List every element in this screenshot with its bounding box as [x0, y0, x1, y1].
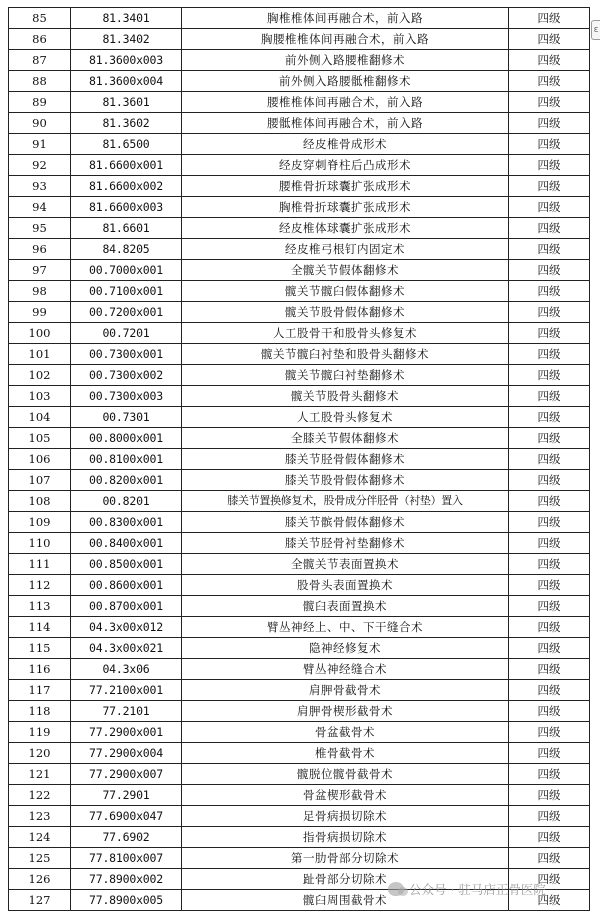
procedure-name-cell: 经皮穿刺脊柱后凸成形术: [182, 155, 509, 176]
procedure-name-cell: 髋臼表面置换术: [182, 596, 509, 617]
code-cell: 77.2101: [71, 701, 182, 722]
procedure-name-cell: 膝关节髌骨假体翻修术: [182, 512, 509, 533]
level-cell: 四级: [509, 218, 590, 239]
table-row: [9, 617, 590, 638]
row-number-cell: 123: [9, 806, 71, 827]
level-cell: 四级: [509, 554, 590, 575]
procedure-table: [8, 7, 590, 911]
level-cell: 四级: [509, 365, 590, 386]
code-cell: 04.3x06: [71, 659, 182, 680]
code-cell: 77.2900x004: [71, 743, 182, 764]
code-cell: 00.7300x001: [71, 344, 182, 365]
table-row: [9, 575, 590, 596]
procedure-name-cell: 骨盆楔形截骨术: [182, 785, 509, 806]
table-row: [9, 869, 590, 890]
code-cell: 00.7000x001: [71, 260, 182, 281]
row-number-cell: 108: [9, 491, 71, 512]
code-cell: 81.6600x001: [71, 155, 182, 176]
table-row: [9, 260, 590, 281]
code-cell: 00.8100x001: [71, 449, 182, 470]
level-cell: 四级: [509, 71, 590, 92]
row-number-cell: 96: [9, 239, 71, 260]
level-cell: 四级: [509, 197, 590, 218]
table-row: [9, 155, 590, 176]
row-number-cell: 94: [9, 197, 71, 218]
row-number-cell: 126: [9, 869, 71, 890]
table-row: [9, 281, 590, 302]
level-cell: 四级: [509, 428, 590, 449]
level-cell: 四级: [509, 113, 590, 134]
procedure-name-cell: 肩胛骨楔形截骨术: [182, 701, 509, 722]
row-number-cell: 99: [9, 302, 71, 323]
code-cell: 81.3401: [71, 8, 182, 29]
code-cell: 00.8400x001: [71, 533, 182, 554]
code-cell: 04.3x00x012: [71, 617, 182, 638]
procedure-name-cell: 髋臼周围截骨术: [182, 890, 509, 911]
row-number-cell: 107: [9, 470, 71, 491]
table-row: [9, 197, 590, 218]
row-number-cell: 125: [9, 848, 71, 869]
code-cell: 00.7100x001: [71, 281, 182, 302]
code-cell: 81.3601: [71, 92, 182, 113]
procedure-name-cell: 臂丛神经缝合术: [182, 659, 509, 680]
level-cell: 四级: [509, 491, 590, 512]
code-cell: 00.7300x002: [71, 365, 182, 386]
code-cell: 04.3x00x021: [71, 638, 182, 659]
procedure-name-cell: 髋关节股骨头翻修术: [182, 386, 509, 407]
level-cell: 四级: [509, 386, 590, 407]
code-cell: 00.8300x001: [71, 512, 182, 533]
procedure-name-cell: 全髋关节表面置换术: [182, 554, 509, 575]
code-cell: 81.3402: [71, 29, 182, 50]
code-cell: 81.6600x002: [71, 176, 182, 197]
level-cell: 四级: [509, 302, 590, 323]
procedure-name-cell: 经皮椎骨成形术: [182, 134, 509, 155]
code-cell: 77.8100x007: [71, 848, 182, 869]
procedure-name-cell: 胸椎骨折球囊扩张成形术: [182, 197, 509, 218]
procedure-name-cell: 隐神经修复术: [182, 638, 509, 659]
level-cell: 四级: [509, 869, 590, 890]
level-cell: 四级: [509, 680, 590, 701]
level-cell: 四级: [509, 470, 590, 491]
row-number-cell: 89: [9, 92, 71, 113]
table-row: [9, 449, 590, 470]
code-cell: 84.8205: [71, 239, 182, 260]
code-cell: 81.3600x003: [71, 50, 182, 71]
code-cell: 77.8900x002: [71, 869, 182, 890]
table-row: [9, 701, 590, 722]
procedure-name-cell: 全髋关节假体翻修术: [182, 260, 509, 281]
procedure-name-cell: 指骨病损切除术: [182, 827, 509, 848]
row-number-cell: 90: [9, 113, 71, 134]
code-cell: 81.6600x003: [71, 197, 182, 218]
procedure-name-cell: 经皮椎弓根钉内固定术: [182, 239, 509, 260]
row-number-cell: 104: [9, 407, 71, 428]
table-row: [9, 428, 590, 449]
code-cell: 00.8600x001: [71, 575, 182, 596]
procedure-name-cell: 肩胛骨截骨术: [182, 680, 509, 701]
level-cell: 四级: [509, 722, 590, 743]
procedure-name-cell: 膝关节胫骨假体翻修术: [182, 449, 509, 470]
document-sheet: [8, 7, 589, 911]
code-cell: 77.6900x047: [71, 806, 182, 827]
row-number-cell: 87: [9, 50, 71, 71]
level-cell: 四级: [509, 638, 590, 659]
procedure-name-cell: 趾骨部分切除术: [182, 869, 509, 890]
row-number-cell: 100: [9, 323, 71, 344]
code-cell: 00.7201: [71, 323, 182, 344]
row-number-cell: 86: [9, 29, 71, 50]
code-cell: 81.3600x004: [71, 71, 182, 92]
row-number-cell: 110: [9, 533, 71, 554]
row-number-cell: 117: [9, 680, 71, 701]
table-row: [9, 596, 590, 617]
level-cell: 四级: [509, 827, 590, 848]
code-cell: 00.8200x001: [71, 470, 182, 491]
table-row: [9, 491, 590, 512]
procedure-name-cell: 腰骶椎体间再融合术，前入路: [182, 113, 509, 134]
table-row: [9, 302, 590, 323]
level-cell: 四级: [509, 239, 590, 260]
level-cell: 四级: [509, 743, 590, 764]
table-row: [9, 386, 590, 407]
level-cell: 四级: [509, 806, 590, 827]
level-cell: 四级: [509, 575, 590, 596]
table-row: [9, 239, 590, 260]
level-cell: 四级: [509, 176, 590, 197]
table-row: [9, 323, 590, 344]
table-row: [9, 827, 590, 848]
procedure-name-cell: 椎骨截骨术: [182, 743, 509, 764]
table-row: [9, 680, 590, 701]
row-number-cell: 102: [9, 365, 71, 386]
procedure-name-cell: 人工股骨头修复术: [182, 407, 509, 428]
level-cell: 四级: [509, 890, 590, 911]
table-row: [9, 176, 590, 197]
procedure-name-cell: 膝关节股骨假体翻修术: [182, 470, 509, 491]
table-body: [9, 8, 590, 911]
table-row: [9, 134, 590, 155]
procedure-name-cell: 足骨病损切除术: [182, 806, 509, 827]
procedure-name-cell: 腰椎骨折球囊扩张成形术: [182, 176, 509, 197]
level-cell: 四级: [509, 533, 590, 554]
procedure-name-cell: 髋关节股骨假体翻修术: [182, 302, 509, 323]
procedure-name-cell: 髋关节髋臼假体翻修术: [182, 281, 509, 302]
level-cell: 四级: [509, 407, 590, 428]
code-cell: 81.3602: [71, 113, 182, 134]
row-number-cell: 98: [9, 281, 71, 302]
table-row: [9, 743, 590, 764]
level-cell: 四级: [509, 617, 590, 638]
level-cell: 四级: [509, 155, 590, 176]
code-cell: 00.7200x001: [71, 302, 182, 323]
row-number-cell: 115: [9, 638, 71, 659]
level-cell: 四级: [509, 344, 590, 365]
table-row: [9, 365, 590, 386]
table-row: [9, 848, 590, 869]
procedure-name-cell: 髋关节髋臼衬垫翻修术: [182, 365, 509, 386]
procedure-name-cell: 膝关节置换修复术，股骨成分伴胫骨（衬垫）置入: [182, 491, 509, 512]
table-row: [9, 29, 590, 50]
code-cell: 00.7301: [71, 407, 182, 428]
row-number-cell: 118: [9, 701, 71, 722]
row-number-cell: 105: [9, 428, 71, 449]
side-toolbar-icon[interactable]: ε: [591, 20, 600, 40]
row-number-cell: 116: [9, 659, 71, 680]
level-cell: 四级: [509, 29, 590, 50]
procedure-name-cell: 第一肋骨部分切除术: [182, 848, 509, 869]
table-row: [9, 722, 590, 743]
row-number-cell: 97: [9, 260, 71, 281]
procedure-name-cell: 前外侧入路腰骶椎翻修术: [182, 71, 509, 92]
table-row: [9, 785, 590, 806]
table-row: [9, 92, 590, 113]
code-cell: 77.2900x007: [71, 764, 182, 785]
procedure-name-cell: 胸腰椎椎体间再融合术，前入路: [182, 29, 509, 50]
table-row: [9, 50, 590, 71]
procedure-name-cell: 人工股骨干和股骨头修复术: [182, 323, 509, 344]
level-cell: 四级: [509, 281, 590, 302]
level-cell: 四级: [509, 8, 590, 29]
table-row: [9, 764, 590, 785]
row-number-cell: 101: [9, 344, 71, 365]
code-cell: 00.8201: [71, 491, 182, 512]
watermark-text: 公众号 · 驻马店正骨医院: [409, 882, 546, 897]
level-cell: 四级: [509, 848, 590, 869]
row-number-cell: 114: [9, 617, 71, 638]
level-cell: 四级: [509, 512, 590, 533]
row-number-cell: 92: [9, 155, 71, 176]
table-row: [9, 533, 590, 554]
procedure-name-cell: 腰椎椎体间再融合术，前入路: [182, 92, 509, 113]
table-row: [9, 113, 590, 134]
table-row: [9, 407, 590, 428]
level-cell: 四级: [509, 92, 590, 113]
table-row: [9, 71, 590, 92]
table-row: [9, 638, 590, 659]
row-number-cell: 127: [9, 890, 71, 911]
procedure-name-cell: 髋脱位髋骨截骨术: [182, 764, 509, 785]
row-number-cell: 91: [9, 134, 71, 155]
table-row: [9, 659, 590, 680]
table-row: [9, 344, 590, 365]
procedure-name-cell: 骨盆截骨术: [182, 722, 509, 743]
row-number-cell: 88: [9, 71, 71, 92]
level-cell: 四级: [509, 596, 590, 617]
level-cell: 四级: [509, 701, 590, 722]
level-cell: 四级: [509, 134, 590, 155]
table-row: [9, 512, 590, 533]
code-cell: 00.8700x001: [71, 596, 182, 617]
code-cell: 81.6500: [71, 134, 182, 155]
code-cell: 00.8000x001: [71, 428, 182, 449]
table-row: [9, 218, 590, 239]
level-cell: 四级: [509, 764, 590, 785]
procedure-name-cell: 臂丛神经上、中、下干缝合术: [182, 617, 509, 638]
table-row: [9, 890, 590, 911]
procedure-name-cell: 经皮椎体球囊扩张成形术: [182, 218, 509, 239]
code-cell: 77.2100x001: [71, 680, 182, 701]
table-row: [9, 470, 590, 491]
row-number-cell: 124: [9, 827, 71, 848]
row-number-cell: 120: [9, 743, 71, 764]
procedure-name-cell: 髋关节髋臼衬垫和股骨头翻修术: [182, 344, 509, 365]
row-number-cell: 93: [9, 176, 71, 197]
row-number-cell: 103: [9, 386, 71, 407]
level-cell: 四级: [509, 449, 590, 470]
procedure-name-cell: 胸椎椎体间再融合术，前入路: [182, 8, 509, 29]
row-number-cell: 109: [9, 512, 71, 533]
row-number-cell: 119: [9, 722, 71, 743]
row-number-cell: 121: [9, 764, 71, 785]
table-row: [9, 554, 590, 575]
code-cell: 77.2900x001: [71, 722, 182, 743]
procedure-name-cell: 股骨头表面置换术: [182, 575, 509, 596]
table-row: [9, 8, 590, 29]
row-number-cell: 111: [9, 554, 71, 575]
level-cell: 四级: [509, 785, 590, 806]
procedure-name-cell: 全膝关节假体翻修术: [182, 428, 509, 449]
row-number-cell: 113: [9, 596, 71, 617]
row-number-cell: 95: [9, 218, 71, 239]
level-cell: 四级: [509, 659, 590, 680]
code-cell: 00.7300x003: [71, 386, 182, 407]
code-cell: 77.2901: [71, 785, 182, 806]
procedure-name-cell: 膝关节胫骨衬垫翻修术: [182, 533, 509, 554]
table-row: [9, 806, 590, 827]
row-number-cell: 106: [9, 449, 71, 470]
code-cell: 77.6902: [71, 827, 182, 848]
row-number-cell: 112: [9, 575, 71, 596]
code-cell: 81.6601: [71, 218, 182, 239]
procedure-name-cell: 前外侧入路腰椎翻修术: [182, 50, 509, 71]
row-number-cell: 122: [9, 785, 71, 806]
level-cell: 四级: [509, 260, 590, 281]
code-cell: 00.8500x001: [71, 554, 182, 575]
level-cell: 四级: [509, 50, 590, 71]
level-cell: 四级: [509, 323, 590, 344]
row-number-cell: 85: [9, 8, 71, 29]
code-cell: 77.8900x005: [71, 890, 182, 911]
